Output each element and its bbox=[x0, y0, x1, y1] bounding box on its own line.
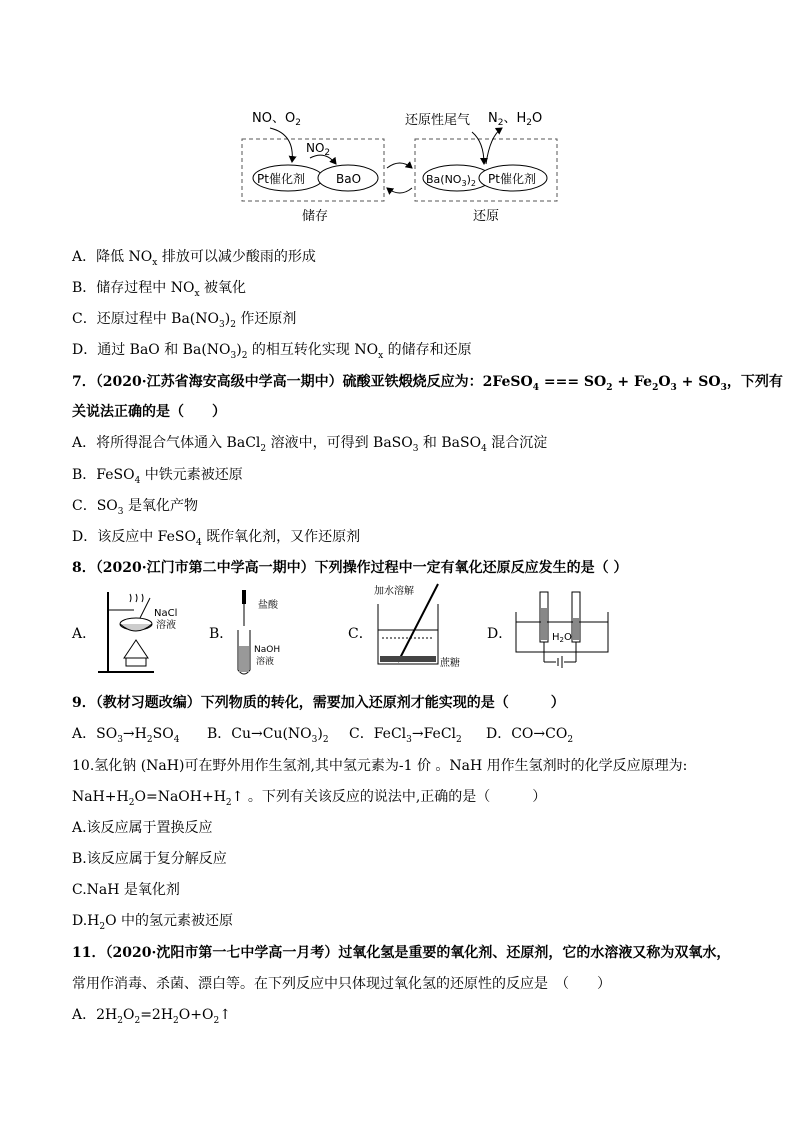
q10-option-a: A.该反应属于置换反应 bbox=[72, 820, 213, 836]
fig1-reducing-gas: 还原性尾气 bbox=[405, 113, 471, 128]
q9-option-b: B．$Cu\to Cu(NO_3)_2$ bbox=[207, 726, 329, 745]
water-label: $H_2O$ bbox=[552, 632, 572, 644]
fig1-bao: BaO bbox=[336, 172, 362, 186]
nox-storage-reduction-diagram bbox=[240, 106, 560, 228]
q7-option-d: D．该反应中 FeSO$_4$ 既作氧化剂，又作还原剂 bbox=[72, 529, 361, 548]
q10-stem-line1: 10.氢化钠 (NaH)可在野外用作生氢剂,其中氢元素为-1 价 。NaH 用作生氢剂时的化学反应原理为: bbox=[72, 758, 688, 774]
q6-option-a: A．降低 $NO_x$ 排放可以减少酸雨的形成 bbox=[72, 249, 316, 268]
q10-option-b: B.该反应属于复分解反应 bbox=[72, 851, 227, 867]
fig1-no2: $NO_2$ bbox=[306, 141, 331, 158]
fig1-outputs: $N_2$、$H_2O$ bbox=[488, 111, 543, 128]
hcl-label: 盐酸 bbox=[258, 600, 278, 611]
q7-option-a: A．将所得混合气体通入 BaCl$_2$ 溶液中，可得到 BaSO$_3$ 和 BaSO$_4$ 混合沉淀 bbox=[72, 435, 548, 454]
q9-option-c: C．FeCl$_3$→FeCl$_2$ bbox=[349, 726, 462, 745]
fig1-inputs: NO、$O_2$ bbox=[252, 111, 301, 128]
q8-option-b-label: B． bbox=[209, 626, 234, 642]
q9-option-a: A．$SO_3\to H_2SO_4$ bbox=[72, 726, 180, 745]
q10-option-c: C.NaH 是氧化剂 bbox=[72, 882, 180, 898]
evaporation-apparatus-figure bbox=[94, 588, 194, 676]
sugar-label: 蔗糖 bbox=[440, 658, 460, 669]
q9-stem: 9．（教材习题改编）下列物质的转化，需要加入还原剂才能实现的是（ ） bbox=[72, 695, 565, 711]
q7-option-b: B．FeSO$_4$ 中铁元素被还原 bbox=[72, 467, 243, 486]
fig1-ba-no3: $Ba(NO_3)_2$ bbox=[426, 173, 476, 188]
q6-option-c: C．还原过程中 $Ba(NO_3)_2$ 作还原剂 bbox=[72, 311, 297, 330]
q11-option-a: A．$2H_2O_2=2H_2O+O_2↑$ bbox=[72, 1007, 231, 1026]
nacl-label: NaCl bbox=[154, 608, 178, 619]
q9-option-d: D．$CO\to CO_2$ bbox=[486, 726, 574, 745]
fig1-pt-right: Pt催化剂 bbox=[488, 172, 536, 186]
q11-stem-line2: 常用作消毒、杀菌、漂白等。在下列反应中只体现过氧化氢的还原性的反应是 （ ） bbox=[72, 976, 611, 992]
q6-option-b: B．储存过程中 $NO_x$ 被氧化 bbox=[72, 280, 246, 299]
naoh-solution-label: 溶液 bbox=[256, 657, 275, 667]
naoh-label: NaOH bbox=[254, 645, 281, 655]
q7-stem-line1: 7．（2020·江苏省海安高级中学高一期中）硫酸亚铁煅烧反应为：2FeSO$_4$ === $SO_2 + Fe_2O_3 + SO_3$，下列有 bbox=[72, 374, 783, 393]
q6-option-d: D．通过 BaO 和 $Ba(NO_3)_2$ 的相互转化实现 $NO_x$ 的储存和还原 bbox=[72, 342, 472, 361]
nacl-solution-label: 溶液 bbox=[156, 620, 176, 631]
beaker-dissolving-figure bbox=[368, 580, 468, 672]
q8-option-c-label: C． bbox=[348, 626, 373, 642]
q10-stem-line2: $NaH+H_2O=NaOH+H_2↑$ 。下列有关该反应的说法中,正确的是（ ） bbox=[72, 789, 547, 808]
fig1-storage-label: 储存 bbox=[302, 209, 329, 224]
q10-option-d: $D.H_2O$ 中的氢元素被还原 bbox=[72, 913, 234, 932]
q7-stem-line2: 关说法正确的是（ ） bbox=[72, 404, 226, 420]
fig1-pt-left: Pt催化剂 bbox=[257, 172, 305, 186]
q8-option-a-label: A． bbox=[72, 626, 97, 642]
fig1-reduce-label: 还原 bbox=[473, 209, 500, 224]
q11-stem-line1: 11．（2020·沈阳市第一七中学高一月考）过氧化氢是重要的氧化剂、还原剂，它的水溶液又称为双氧水， bbox=[72, 945, 731, 961]
electrolysis-figure bbox=[512, 588, 612, 668]
test-tube-figure bbox=[230, 586, 310, 678]
q7-option-c: C．$SO_3$ 是氧化产物 bbox=[72, 498, 198, 517]
q8-option-d-label: D． bbox=[487, 626, 513, 642]
add-water-label: 加水溶解 bbox=[374, 586, 414, 597]
q8-stem: 8．（2020·江门市第二中学高一期中）下列操作过程中一定有氧化还原反应发生的是（ ） bbox=[72, 560, 628, 576]
